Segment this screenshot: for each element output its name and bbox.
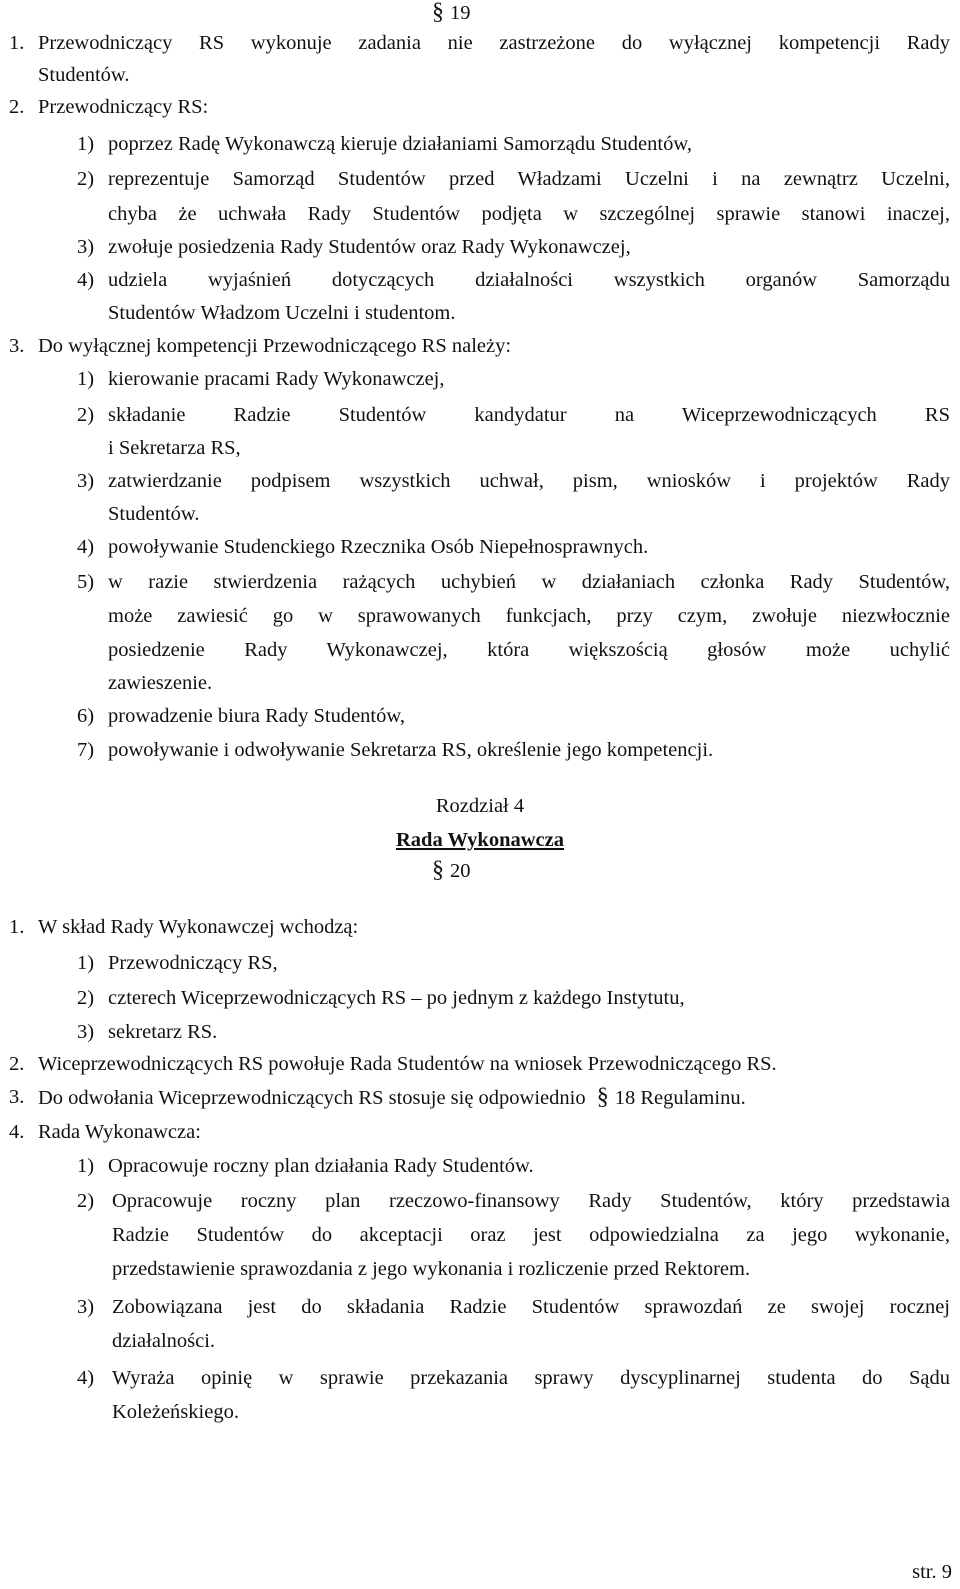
paragraph-number: 2. — [9, 1053, 25, 1075]
paragraph-number: 1. — [9, 32, 25, 54]
list-item-text: w razie stwierdzenia rażących uchybień w działaniach członka Rady Studentów, — [108, 571, 950, 593]
list-item-number: 1) — [77, 368, 95, 390]
list-item-number: 1) — [77, 1155, 95, 1177]
list-item-text: reprezentuje Samorząd Studentów przed Władzami Uczelni i na zewnątrz Uczelni, — [108, 168, 950, 190]
list-item-text: Zobowiązana jest do składania Radzie Studentów sprawozdań ze swojej rocznej — [112, 1296, 950, 1318]
section-symbol: § — [596, 1084, 609, 1110]
list-item-text: Opracowuje roczny plan działania Rady Studentów. — [108, 1155, 534, 1177]
paragraph-number: 1. — [9, 916, 25, 938]
paragraph-number: 3. — [9, 335, 25, 357]
chapter-label: Rozdział 4 — [435, 795, 525, 817]
list-item-text: prowadzenie biura Rady Studentów, — [108, 705, 405, 727]
paragraph-number: 4. — [9, 1121, 25, 1143]
paragraph-text-part: Do odwołania Wiceprzewodniczących RS stosuje się odpowiednio — [38, 1087, 586, 1109]
list-item-text: Wyraża opinię w sprawie przekazania sprawy dyscyplinarnej studenta do Sądu — [112, 1367, 950, 1389]
list-item-number: 6) — [77, 705, 95, 727]
list-item-text: zawieszenie. — [108, 672, 213, 694]
list-item-text: Przewodniczący RS, — [108, 952, 278, 974]
paragraph-text — [38, 1081, 746, 1115]
list-item-number: 1) — [77, 952, 95, 974]
paragraph-text-part: 18 Regulaminu. — [614, 1087, 746, 1109]
list-item-number: 3) — [77, 470, 95, 492]
paragraph-number: 2. — [9, 96, 25, 118]
chapter-title: Rada Wykonawcza — [395, 829, 564, 851]
list-item-text: może zawiesić go w sprawowanych funkcjach, przy czym, zwołuje niezwłocznie — [108, 605, 950, 627]
page-number: str. 9 — [912, 1561, 952, 1583]
list-item-number: 3) — [77, 236, 95, 258]
list-item-number: 2) — [77, 168, 95, 190]
list-item-text: Studentów. — [108, 503, 200, 525]
list-item-text: udziela wyjaśnień dotyczących działalności wszystkich organów Samorządu — [108, 269, 950, 291]
list-item-text: czterech Wiceprzewodniczących RS – po jednym z każdego Instytutu, — [108, 987, 685, 1009]
paragraph-text: Przewodniczący RS wykonuje zadania nie zastrzeżone do wyłącznej kompetencji Rady — [38, 32, 950, 54]
list-item-text: składanie Radzie Studentów kandydatur na Wiceprzewodniczących RS — [108, 404, 950, 426]
section-heading-19 — [432, 0, 471, 30]
section-symbol: § — [432, 857, 444, 883]
list-item-text: Koleżeńskiego. — [112, 1401, 239, 1423]
list-item-text: Opracowuje roczny plan rzeczowo-finansowy Rady Studentów, który przedstawia — [112, 1190, 950, 1212]
list-item-text: Radzie Studentów do akceptacji oraz jest odpowiedzialna za jego wykonanie, — [112, 1224, 950, 1246]
list-item-text: poprzez Radę Wykonawczą kieruje działaniami Samorządu Studentów, — [108, 133, 692, 155]
section-heading-20 — [432, 854, 471, 888]
list-item-text: powoływanie Studenckiego Rzecznika Osób Niepełnosprawnych. — [108, 536, 649, 558]
list-item-text: zwołuje posiedzenia Rady Studentów oraz Rady Wykonawczej, — [108, 236, 631, 258]
list-item-text: kierowanie pracami Rady Wykonawczej, — [108, 368, 445, 390]
list-item-number: 2) — [77, 987, 95, 1009]
list-item-number: 5) — [77, 571, 95, 593]
paragraph-intro: Rada Wykonawcza: — [38, 1121, 201, 1143]
paragraph-intro: Przewodniczący RS: — [38, 96, 209, 118]
section-symbol: § — [432, 0, 444, 25]
list-item-number: 3) — [77, 1021, 95, 1043]
list-item-number: 2) — [77, 404, 95, 426]
list-item-number: 7) — [77, 739, 95, 761]
section-number: 19 — [450, 2, 471, 24]
list-item-text: i Sekretarza RS, — [108, 437, 241, 459]
paragraph-intro: W skład Rady Wykonawczej wchodzą: — [38, 916, 359, 938]
list-item-number: 3) — [77, 1296, 95, 1318]
list-item-text: zatwierdzanie podpisem wszystkich uchwał, pism, wniosków i projektów Rady — [108, 470, 950, 492]
paragraph-number: 3. — [9, 1086, 25, 1108]
list-item-text: działalności. — [112, 1330, 216, 1352]
list-item-number: 4) — [77, 269, 95, 291]
list-item-text: Studentów Władzom Uczelni i studentom. — [108, 302, 456, 324]
list-item-text: chyba że uchwała Rady Studentów podjęta w szczególnej sprawie stanowi inaczej, — [108, 203, 950, 225]
list-item-number: 1) — [77, 133, 95, 155]
list-item-text: powoływanie i odwoływanie Sekretarza RS, określenie jego kompetencji. — [108, 739, 714, 761]
paragraph-intro: Do wyłącznej kompetencji Przewodniczącego RS należy: — [38, 335, 512, 357]
section-number: 20 — [450, 860, 471, 882]
list-item-text: posiedzenie Rady Wykonawczej, która większością głosów może uchylić — [108, 639, 950, 661]
paragraph-text: Wiceprzewodniczących RS powołuje Rada Studentów na wniosek Przewodniczącego RS. — [38, 1053, 777, 1075]
list-item-number: 4) — [77, 1367, 95, 1389]
list-item-number: 4) — [77, 536, 95, 558]
list-item-text: przedstawienie sprawozdania z jego wykonania i rozliczenie przed Rektorem. — [112, 1258, 751, 1280]
list-item-text: sekretarz RS. — [108, 1021, 218, 1043]
paragraph-text: Studentów. — [38, 64, 130, 86]
list-item-number: 2) — [77, 1190, 95, 1212]
